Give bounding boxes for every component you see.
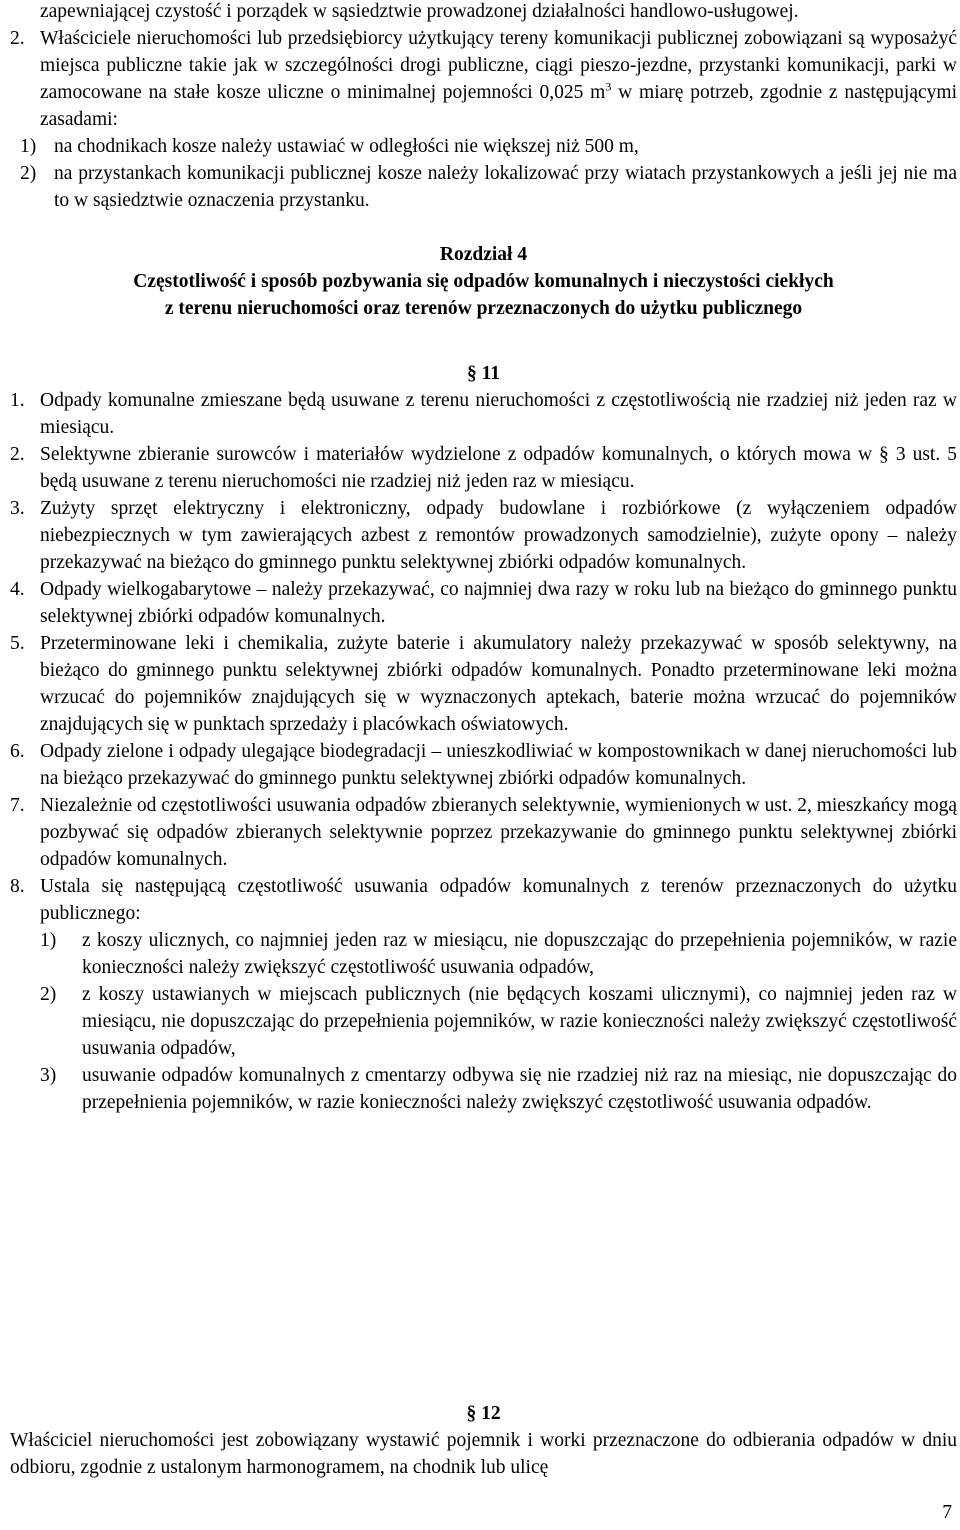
s11-paragraph-2 [10,441,957,495]
superscript-3: 3 [605,79,612,94]
paragraph-number: 6. [10,741,25,762]
s11-paragraph-1 [10,387,957,441]
paragraph-text-a: Właściciele nieruchomości lub przedsiębiorcy użytkujący tereny komunikacji publicznej zobowiązani są wyposażyć miejsca publiczne takie jak w szczególności drogi publiczne, ciągi pieszo-jezdne, przystanki komunikacji, parki w zamocowane na stałe kosze uliczne o minimalnej pojemności 0,025 m [40,28,957,103]
paragraph-number: 2. [10,28,25,49]
list-item-text: z koszy ulicznych, co najmniej jeden raz w miesiącu, nie dopuszczając do przepełnienia pojemników, w razie konieczności należy zwiększyć częstotliwość usuwania odpadów, [82,930,957,978]
paragraph-text: Przeterminowane leki i chemikalia, zużyte baterie i akumulatory należy przekazywać w sposób selektywny, na bieżąco do gminnego punktu selektywnej zbiórki odpadów komunalnych. Ponadto przeterminowane leki można wrzucać do pojemników znajdujących się w wyznaczonych aptekach, baterie można wrzucać do pojemników znajdujących się w punktach sprzedaży i placówkach oświatowych. [40,633,957,735]
paragraph-number: 1. [10,390,25,411]
list-item-text: na przystankach komunikacji publicznej kosze należy lokalizować przy wiatach przystankowych a jeśli jej nie ma to w sąsiedztwie oznaczenia przystanku. [54,163,957,211]
s11-paragraph-6 [10,738,957,792]
chapter-subtitle-line-2: z terenu nieruchomości oraz terenów przeznaczonych do użytku publicznego [164,298,803,319]
paragraph-text: Odpady komunalne zmieszane będą usuwane z terenu nieruchomości z częstotliwością nie rzadziej niż jeden raz w miesiącu. [40,390,957,438]
list-item [10,927,957,981]
section-11-heading: § 11 [466,363,501,384]
list-item [10,160,957,214]
list-item-text: z koszy ustawianych w miejscach publicznych (nie będących koszami ulicznymi), co najmniej jeden raz w miesiącu, nie dopuszczając do przepełnienia pojemników, w razie konieczności należy zwiększyć częstotliwość usuwania odpadów, [82,984,957,1059]
s11-paragraph-4 [10,576,957,630]
paragraph-continuation: zapewniającej czystość i porządek w sąsiedztwie prowadzonej działalności handlowo-usługowej. [40,1,799,22]
list-item-number: 1) [20,136,37,157]
paragraph-2 [10,25,957,133]
paragraph-number: 2. [10,444,25,465]
list-item-number: 2) [20,163,37,184]
paragraph-text: Odpady wielkogabarytowe – należy przekazywać, co najmniej dwa razy w roku lub na bieżąco do gminnego punktu selektywnej zbiórki odpadów komunalnych. [40,579,957,627]
paragraph-text-b: w miarę potrzeb, zgodnie z następującymi zasadami: [40,82,957,130]
paragraph-text: Zużyty sprzęt elektryczny i elektroniczny, odpady budowlane i rozbiórkowe (z wyłączeniem odpadów niebezpiecznych w tym zawierających azbest z remontów prowadzonych samodzielnie), zużyte opony – należy przekazywać na bieżąco do gminnego punktu selektywnej zbiórki odpadów komunalnych. [40,498,957,573]
s11-paragraph-8 [10,873,957,927]
chapter-subtitle-line-1: Częstotliwość i sposób pozbywania się odpadów komunalnych i nieczystości ciekłych [133,271,834,292]
page-number: 7 [942,1502,952,1523]
section-12-heading: § 12 [466,1403,501,1424]
list-item [10,133,957,160]
list-item-text: usuwanie odpadów komunalnych z cmentarzy odbywa się nie rzadziej niż raz na miesiąc, nie dopuszczając do przepełnienia pojemników, w razie konieczności należy zwiększyć częstotliwość usuwania odpadów. [82,1065,957,1113]
s11-paragraph-3 [10,495,957,576]
paragraph-text: Niezależnie od częstotliwości usuwania odpadów zbieranych selektywnie, wymienionych w ust. 2, mieszkańcy mogą pozbywać się odpadów zbieranych selektywnie poprzez przekazywanie do gminnego punktu selektywnej zbiórki odpadów komunalnych. [40,795,957,870]
list-item-number: 3) [40,1065,57,1086]
list-item-number: 2) [40,984,57,1005]
list-item [10,1062,957,1116]
list-item-number: 1) [40,930,57,951]
paragraph-text: Selektywne zbieranie surowców i materiałów wydzielone z odpadów komunalnych, o których mowa w § 3 ust. 5 będą usuwane z terenu nieruchomości nie rzadziej niż jeden raz w miesiącu. [40,444,957,492]
chapter-title: Rozdział 4 [439,244,528,265]
s11-paragraph-5 [10,630,957,738]
paragraph-number: 3. [10,498,25,519]
paragraph-text: Ustala się następującą częstotliwość usuwania odpadów komunalnych z terenów przeznaczonych do użytku publicznego: [40,876,957,924]
paragraph-number: 8. [10,876,25,897]
document-page [10,0,957,1478]
list-item [10,981,957,1062]
list-item-text: na chodnikach kosze należy ustawiać w odległości nie większej niż 500 m, [54,136,639,157]
paragraph-text: Odpady zielone i odpady ulegające biodegradacji – unieszkodliwiać w kompostownikach w danej nieruchomości lub na bieżąco przekazywać do gminnego punktu selektywnej zbiórki odpadów komunalnych. [40,741,957,789]
s12-paragraph: Właściciel nieruchomości jest zobowiązany wystawić pojemnik i worki przeznaczone do odbierania odpadów w dniu odbioru, zgodnie z ustalonym harmonogramem, na chodnik lub ulicę [10,1430,957,1478]
s11-paragraph-7 [10,792,957,873]
paragraph-number: 7. [10,795,25,816]
paragraph-number: 5. [10,633,25,654]
paragraph-number: 4. [10,579,25,600]
